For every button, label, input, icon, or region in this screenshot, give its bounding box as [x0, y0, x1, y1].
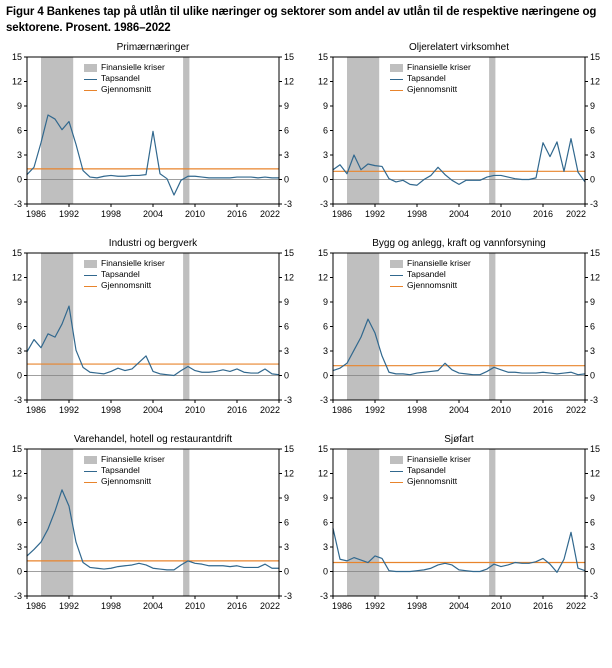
- svg-text:3: 3: [16, 346, 22, 357]
- loss-line-swatch-icon: [390, 471, 403, 472]
- panel-title: Sjøfart: [444, 434, 474, 446]
- crisis-band-swatch-icon: [390, 260, 403, 268]
- legend: [390, 258, 471, 291]
- svg-text:1992: 1992: [58, 209, 80, 220]
- svg-text:6: 6: [590, 517, 596, 528]
- svg-text:1992: 1992: [58, 405, 80, 416]
- svg-text:6: 6: [16, 125, 22, 136]
- svg-text:15: 15: [11, 248, 22, 259]
- svg-text:0: 0: [590, 174, 596, 185]
- svg-text:3: 3: [322, 542, 328, 553]
- svg-text:0: 0: [590, 370, 596, 381]
- svg-text:12: 12: [11, 468, 22, 479]
- svg-text:1992: 1992: [364, 209, 386, 220]
- svg-text:6: 6: [284, 321, 290, 332]
- legend-item-crisis: [84, 62, 165, 73]
- legend-label-average: Gjennomsnitt: [407, 476, 458, 487]
- svg-text:6: 6: [16, 321, 22, 332]
- svg-text:1998: 1998: [406, 601, 428, 612]
- svg-text:1998: 1998: [406, 405, 428, 416]
- figure-title: Figur 4 Bankenes tap på utlån til ulike næringer og sektorer som andel av utlån til de respektive næringene og sektorene. Prosent. 1986–2022: [6, 6, 597, 34]
- panel-bygg-og-anlegg-kraft-og-vannforsyning: [306, 234, 612, 430]
- svg-text:6: 6: [322, 125, 328, 136]
- legend: [84, 258, 165, 291]
- svg-text:0: 0: [590, 566, 596, 577]
- legend-item-loss: [390, 73, 471, 84]
- svg-text:12: 12: [284, 76, 295, 87]
- legend-item-crisis: [390, 454, 471, 465]
- panel-title: Bygg og anlegg, kraft og vannforsyning: [372, 238, 546, 250]
- svg-text:1986: 1986: [332, 601, 353, 612]
- legend-item-average: [390, 84, 471, 95]
- svg-text:1986: 1986: [332, 405, 353, 416]
- svg-text:3: 3: [590, 150, 596, 161]
- svg-text:2010: 2010: [490, 405, 512, 416]
- legend-item-crisis: [84, 454, 165, 465]
- svg-text:9: 9: [590, 493, 596, 504]
- svg-text:0: 0: [16, 174, 22, 185]
- svg-text:12: 12: [590, 76, 601, 87]
- svg-text:2022: 2022: [565, 601, 586, 612]
- panel-primaernaeringer: [0, 38, 306, 234]
- legend-item-average: [84, 280, 165, 291]
- legend-label-loss: Tapsandel: [407, 269, 446, 280]
- svg-text:12: 12: [317, 272, 328, 283]
- svg-text:-3: -3: [319, 395, 328, 406]
- legend-label-crisis: Finansielle kriser: [407, 62, 471, 73]
- svg-text:2022: 2022: [259, 209, 280, 220]
- legend-item-loss: [390, 269, 471, 280]
- svg-text:0: 0: [284, 370, 290, 381]
- svg-text:2016: 2016: [532, 209, 554, 220]
- average-line-swatch-icon: [390, 90, 403, 91]
- svg-text:9: 9: [16, 493, 22, 504]
- svg-text:9: 9: [590, 297, 596, 308]
- legend: [390, 62, 471, 95]
- average-line-swatch-icon: [84, 90, 97, 91]
- svg-text:1998: 1998: [100, 601, 122, 612]
- svg-text:15: 15: [284, 52, 295, 63]
- average-line-swatch-icon: [390, 482, 403, 483]
- legend-label-loss: Tapsandel: [101, 73, 140, 84]
- svg-text:6: 6: [590, 125, 596, 136]
- legend-label-crisis: Finansielle kriser: [407, 258, 471, 269]
- panel-title: Industri og bergverk: [108, 238, 198, 250]
- svg-text:2022: 2022: [565, 209, 586, 220]
- svg-text:2010: 2010: [490, 209, 512, 220]
- loss-line-swatch-icon: [390, 79, 403, 80]
- crisis-band-swatch-icon: [84, 456, 97, 464]
- average-line-swatch-icon: [84, 482, 97, 483]
- svg-text:0: 0: [284, 566, 290, 577]
- svg-text:3: 3: [322, 150, 328, 161]
- loss-line-swatch-icon: [84, 471, 97, 472]
- svg-text:3: 3: [16, 150, 22, 161]
- svg-text:0: 0: [322, 370, 328, 381]
- svg-text:2016: 2016: [532, 601, 554, 612]
- legend-item-average: [84, 476, 165, 487]
- legend: [84, 62, 165, 95]
- svg-text:2016: 2016: [226, 405, 248, 416]
- svg-text:2004: 2004: [448, 405, 470, 416]
- svg-text:6: 6: [322, 321, 328, 332]
- svg-text:9: 9: [16, 297, 22, 308]
- svg-text:1998: 1998: [406, 209, 428, 220]
- svg-text:3: 3: [322, 346, 328, 357]
- svg-text:1998: 1998: [100, 209, 122, 220]
- svg-text:9: 9: [284, 493, 290, 504]
- loss-line-swatch-icon: [84, 79, 97, 80]
- svg-text:15: 15: [317, 52, 328, 63]
- svg-text:15: 15: [590, 444, 601, 455]
- svg-text:12: 12: [11, 76, 22, 87]
- legend-item-crisis: [84, 258, 165, 269]
- svg-text:3: 3: [590, 542, 596, 553]
- svg-text:2010: 2010: [184, 209, 206, 220]
- legend-label-average: Gjennomsnitt: [407, 280, 458, 291]
- panel-sjofart: [306, 430, 612, 626]
- svg-text:-3: -3: [319, 591, 328, 602]
- svg-text:0: 0: [16, 566, 22, 577]
- svg-text:3: 3: [590, 346, 596, 357]
- crisis-band-swatch-icon: [84, 260, 97, 268]
- svg-text:0: 0: [284, 174, 290, 185]
- svg-text:2004: 2004: [142, 209, 164, 220]
- svg-text:-3: -3: [13, 199, 22, 210]
- svg-text:3: 3: [16, 542, 22, 553]
- legend-label-crisis: Finansielle kriser: [101, 258, 165, 269]
- legend-item-average: [84, 84, 165, 95]
- svg-text:9: 9: [322, 493, 328, 504]
- panel-title: Varehandel, hotell og restaurantdrift: [73, 434, 233, 446]
- legend-item-average: [390, 280, 471, 291]
- legend: [390, 454, 471, 487]
- svg-text:-3: -3: [13, 395, 22, 406]
- svg-text:-3: -3: [284, 199, 293, 210]
- average-line-swatch-icon: [84, 286, 97, 287]
- crisis-band-swatch-icon: [84, 64, 97, 72]
- svg-text:9: 9: [284, 297, 290, 308]
- legend-item-loss: [390, 465, 471, 476]
- svg-text:0: 0: [322, 566, 328, 577]
- legend-item-loss: [84, 465, 165, 476]
- panel-industri-og-bergverk: [0, 234, 306, 430]
- svg-text:12: 12: [11, 272, 22, 283]
- svg-text:-3: -3: [13, 591, 22, 602]
- svg-text:9: 9: [284, 101, 290, 112]
- svg-text:2010: 2010: [184, 405, 206, 416]
- legend-label-average: Gjennomsnitt: [101, 476, 152, 487]
- svg-text:15: 15: [590, 248, 601, 259]
- svg-text:2022: 2022: [565, 405, 586, 416]
- svg-text:6: 6: [16, 517, 22, 528]
- svg-text:-3: -3: [319, 199, 328, 210]
- legend-label-loss: Tapsandel: [101, 465, 140, 476]
- legend-label-average: Gjennomsnitt: [101, 84, 152, 95]
- svg-text:2022: 2022: [259, 405, 280, 416]
- svg-text:15: 15: [284, 248, 295, 259]
- legend-item-crisis: [390, 258, 471, 269]
- panel-title: Oljerelatert virksomhet: [408, 42, 510, 54]
- crisis-band-swatch-icon: [390, 64, 403, 72]
- average-line-swatch-icon: [390, 286, 403, 287]
- svg-text:-3: -3: [590, 395, 599, 406]
- legend-label-crisis: Finansielle kriser: [407, 454, 471, 465]
- svg-text:12: 12: [284, 272, 295, 283]
- svg-text:6: 6: [590, 321, 596, 332]
- legend-item-loss: [84, 73, 165, 84]
- svg-text:15: 15: [284, 444, 295, 455]
- svg-text:2004: 2004: [142, 405, 164, 416]
- svg-text:15: 15: [11, 52, 22, 63]
- legend-label-crisis: Finansielle kriser: [101, 454, 165, 465]
- svg-text:1992: 1992: [58, 601, 80, 612]
- svg-text:2004: 2004: [448, 601, 470, 612]
- loss-line-swatch-icon: [390, 275, 403, 276]
- svg-text:-3: -3: [284, 395, 293, 406]
- svg-text:2010: 2010: [490, 601, 512, 612]
- legend-label-average: Gjennomsnitt: [407, 84, 458, 95]
- svg-text:12: 12: [284, 468, 295, 479]
- svg-text:6: 6: [284, 125, 290, 136]
- svg-text:2016: 2016: [532, 405, 554, 416]
- legend-label-loss: Tapsandel: [101, 269, 140, 280]
- svg-text:9: 9: [322, 101, 328, 112]
- panel-varehandel-hotell-og-restaurantdrift: [0, 430, 306, 626]
- svg-text:1992: 1992: [364, 405, 386, 416]
- legend-label-loss: Tapsandel: [407, 465, 446, 476]
- svg-text:1992: 1992: [364, 601, 386, 612]
- svg-text:15: 15: [317, 248, 328, 259]
- svg-text:6: 6: [284, 517, 290, 528]
- svg-text:0: 0: [16, 370, 22, 381]
- svg-text:9: 9: [590, 101, 596, 112]
- legend-item-average: [390, 476, 471, 487]
- legend-label-average: Gjennomsnitt: [101, 280, 152, 291]
- svg-text:-3: -3: [590, 199, 599, 210]
- svg-text:2022: 2022: [259, 601, 280, 612]
- legend-label-loss: Tapsandel: [407, 73, 446, 84]
- svg-text:9: 9: [322, 297, 328, 308]
- svg-text:1986: 1986: [26, 601, 47, 612]
- legend: [84, 454, 165, 487]
- svg-text:9: 9: [16, 101, 22, 112]
- svg-text:1986: 1986: [26, 209, 47, 220]
- svg-text:12: 12: [317, 468, 328, 479]
- crisis-band-swatch-icon: [390, 456, 403, 464]
- svg-text:3: 3: [284, 150, 290, 161]
- svg-text:-3: -3: [590, 591, 599, 602]
- svg-text:6: 6: [322, 517, 328, 528]
- svg-text:15: 15: [11, 444, 22, 455]
- legend-item-crisis: [390, 62, 471, 73]
- svg-text:3: 3: [284, 542, 290, 553]
- svg-text:2010: 2010: [184, 601, 206, 612]
- svg-text:2016: 2016: [226, 601, 248, 612]
- svg-text:12: 12: [590, 272, 601, 283]
- svg-text:12: 12: [590, 468, 601, 479]
- svg-text:3: 3: [284, 346, 290, 357]
- svg-text:-3: -3: [284, 591, 293, 602]
- svg-text:12: 12: [317, 76, 328, 87]
- panel-title: Primærnæringer: [116, 42, 190, 54]
- svg-text:1986: 1986: [26, 405, 47, 416]
- loss-line-swatch-icon: [84, 275, 97, 276]
- svg-text:1998: 1998: [100, 405, 122, 416]
- svg-text:1986: 1986: [332, 209, 353, 220]
- svg-text:15: 15: [590, 52, 601, 63]
- svg-text:2004: 2004: [142, 601, 164, 612]
- svg-text:0: 0: [322, 174, 328, 185]
- svg-text:2016: 2016: [226, 209, 248, 220]
- legend-label-crisis: Finansielle kriser: [101, 62, 165, 73]
- legend-item-loss: [84, 269, 165, 280]
- svg-text:15: 15: [317, 444, 328, 455]
- panel-oljerelatert-virksomhet: [306, 38, 612, 234]
- svg-text:2004: 2004: [448, 209, 470, 220]
- chart-grid: [0, 38, 612, 626]
